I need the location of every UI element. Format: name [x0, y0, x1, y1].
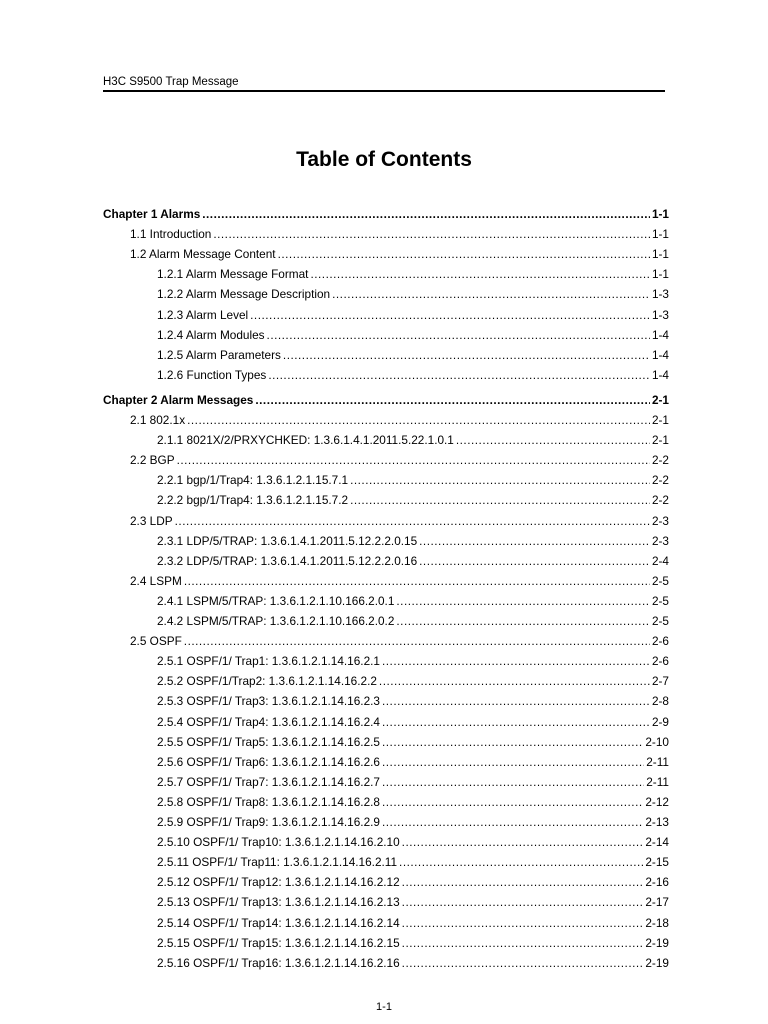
toc-entry[interactable] [103, 852, 669, 872]
toc-leader-dots [184, 571, 650, 591]
toc-entry[interactable] [103, 772, 669, 792]
toc-entry[interactable] [103, 365, 669, 385]
toc-entry[interactable] [103, 812, 669, 832]
toc-entry-page: 1-3 [651, 287, 669, 302]
toc-leader-dots [402, 953, 644, 973]
toc-entry[interactable] [103, 410, 669, 430]
toc-entry-page: 2-2 [651, 453, 669, 468]
toc-leader-dots [250, 305, 650, 325]
toc-entry-label: 2.2 BGP [130, 453, 175, 468]
toc-entry-label: 2.5.7 OSPF/1/ Trap7: 1.3.6.1.2.1.14.16.2.7 [157, 774, 380, 789]
toc-entry-page: 2-2 [651, 473, 669, 488]
toc-entry-page: 2-19 [645, 955, 669, 970]
toc-entry-page: 2-1 [651, 413, 669, 427]
toc-entry-page: 2-4 [651, 553, 669, 568]
toc-entry[interactable] [103, 671, 669, 691]
toc-entry-label: 2.5.16 OSPF/1/ Trap16: 1.3.6.1.2.1.14.16.2.16 [157, 955, 400, 970]
toc-entry-label: 2.5.8 OSPF/1/ Trap8: 1.3.6.1.2.1.14.16.2.8 [157, 794, 380, 809]
toc-entry-page: 2-1 [651, 392, 669, 407]
toc-leader-dots [402, 892, 644, 912]
toc-leader-dots [382, 752, 644, 772]
toc-entry-page: 2-6 [651, 654, 669, 669]
toc-leader-dots [382, 792, 643, 812]
toc-leader-dots [396, 611, 650, 631]
toc-leader-dots [283, 345, 650, 365]
toc-entry[interactable] [103, 872, 669, 892]
toc-entry-page: 2-5 [651, 593, 669, 608]
toc-leader-dots [456, 430, 650, 450]
toc-entry-label: 2.5.10 OSPF/1/ Trap10: 1.3.6.1.2.1.14.16.2.10 [157, 835, 400, 850]
toc-entry[interactable] [103, 531, 669, 551]
toc-entry-label: 2.5.3 OSPF/1/ Trap3: 1.3.6.1.2.1.14.16.2.3 [157, 694, 380, 709]
toc-entry-label: 2.5 OSPF [130, 634, 182, 649]
toc-leader-dots [350, 490, 650, 510]
toc-entry-page: 2-15 [645, 855, 669, 870]
toc-entry[interactable] [103, 305, 669, 325]
toc-leader-dots [402, 933, 644, 953]
toc-leader-dots [402, 872, 644, 892]
toc-entry-label: 1.2.5 Alarm Parameters [157, 347, 281, 362]
toc-entry-page: 2-7 [651, 674, 669, 689]
toc-leader-dots [379, 671, 650, 691]
toc-entry-page: 2-1 [651, 433, 669, 448]
toc-entry-page: 2-5 [651, 614, 669, 628]
toc-entry-label: 1.2.4 Alarm Modules [157, 327, 265, 342]
toc-leader-dots [255, 390, 650, 410]
toc-chapter-entry[interactable] [103, 204, 669, 224]
toc-entry-label: 2.5.2 OSPF/1/Trap2: 1.3.6.1.2.1.14.16.2.2 [157, 674, 377, 689]
toc-entry-page: 2-3 [651, 533, 669, 548]
toc-entry-label: 2.5.14 OSPF/1/ Trap14: 1.3.6.1.2.1.14.16.2.14 [157, 915, 400, 930]
toc-entry[interactable] [103, 712, 669, 732]
toc-leader-dots [419, 551, 650, 571]
toc-entry[interactable] [103, 470, 669, 490]
toc-entry-label: 2.5.5 OSPF/1/ Trap5: 1.3.6.1.2.1.14.16.2.5 [157, 734, 380, 749]
toc-entry-page: 2-18 [645, 915, 669, 930]
page-title: Table of Contents [296, 148, 472, 171]
toc-leader-dots [382, 691, 650, 711]
toc-entry[interactable] [103, 752, 669, 772]
toc-leader-dots [175, 511, 650, 531]
toc-entry-label: 2.5.6 OSPF/1/ Trap6: 1.3.6.1.2.1.14.16.2.6 [157, 754, 380, 769]
toc-entry-label: Chapter 1 Alarms [103, 207, 201, 221]
toc-entry-page: 2-16 [645, 875, 669, 890]
toc-entry-page: 2-2 [651, 493, 669, 508]
toc-entry-label: 2.2.1 bgp/1/Trap4: 1.3.6.1.2.1.15.7.1 [157, 473, 349, 488]
toc-entry-page: 1-1 [651, 267, 669, 282]
toc-entry[interactable] [103, 732, 669, 752]
toc-chapter-entry[interactable] [103, 390, 669, 410]
toc-entry-page: 2-13 [645, 815, 669, 829]
toc-entry-page: 2-11 [646, 774, 669, 789]
toc-entry-page: 1-4 [651, 367, 669, 382]
toc-entry-label: 1.2.1 Alarm Message Format [157, 267, 309, 282]
toc-entry[interactable] [103, 651, 669, 671]
toc-entry[interactable] [103, 450, 669, 470]
toc-entry[interactable] [103, 284, 669, 304]
toc-entry-page: 2-12 [645, 794, 669, 809]
toc-entry-label: 1.2.6 Function Types [157, 367, 267, 382]
toc-leader-dots [267, 325, 650, 345]
toc-entry[interactable] [103, 591, 669, 611]
toc-leader-dots [399, 852, 643, 872]
toc-entry-page: 2-5 [651, 573, 669, 588]
toc-leader-dots [382, 712, 650, 732]
toc-entry-label: 2.1 802.1x [130, 413, 186, 427]
toc-entry-label: 2.5.12 OSPF/1/ Trap12: 1.3.6.1.2.1.14.16.2.12 [157, 875, 400, 890]
toc-entry-page: 1-4 [651, 347, 669, 362]
toc-leader-dots [177, 450, 650, 470]
toc-entry-page: 2-11 [646, 754, 669, 769]
toc-entry-label: 1.2.3 Alarm Level [157, 307, 249, 322]
toc-leader-dots [350, 470, 650, 490]
toc-entry[interactable] [103, 571, 669, 591]
toc-leader-dots [187, 410, 650, 430]
page-number: 1-1 [376, 1001, 392, 1013]
toc-entry-label: 2.5.15 OSPF/1/ Trap15: 1.3.6.1.2.1.14.16.2.15 [157, 935, 400, 950]
toc-entry-label: 2.4 LSPM [130, 573, 182, 588]
toc-entry-label: Chapter 2 Alarm Messages [103, 392, 254, 407]
toc-entry[interactable] [103, 913, 669, 933]
toc-entry-page: 1-1 [651, 227, 669, 242]
toc-leader-dots [382, 812, 643, 832]
toc-entry[interactable] [103, 490, 669, 510]
toc-entry-page: 2-19 [645, 935, 669, 950]
toc-entry-label: 2.4.1 LSPM/5/TRAP: 1.3.6.1.2.1.10.166.2.0.1 [157, 593, 395, 608]
toc-entry-label: 2.4.2 LSPM/5/TRAP: 1.3.6.1.2.1.10.166.2.0.2 [157, 614, 395, 628]
toc-leader-dots [382, 651, 650, 671]
toc-entry-label: 2.3.1 LDP/5/TRAP: 1.3.6.1.4.1.2011.5.12.2.2.0.15 [157, 533, 418, 548]
toc-leader-dots [396, 591, 650, 611]
toc-entry[interactable] [103, 933, 669, 953]
toc-entry-page: 2-14 [645, 835, 669, 850]
toc-entry-page: 1-3 [651, 307, 669, 322]
toc-entry[interactable] [103, 224, 669, 244]
toc-entry[interactable] [103, 892, 669, 912]
toc-entry[interactable] [103, 611, 669, 631]
toc-leader-dots [213, 224, 650, 244]
toc-leader-dots [332, 284, 650, 304]
toc-entry-label: 2.1.1 8021X/2/PRXYCHKED: 1.3.6.1.4.1.2011.5.22.1.0.1 [157, 433, 454, 448]
toc-entry-page: 2-17 [645, 895, 669, 910]
toc-entry[interactable] [103, 691, 669, 711]
running-header: H3C S9500 Trap Message [103, 75, 665, 92]
toc-entry-label: 2.5.9 OSPF/1/ Trap9: 1.3.6.1.2.1.14.16.2.9 [157, 815, 380, 829]
toc-entry[interactable] [103, 551, 669, 571]
toc-entry-page: 1-1 [651, 247, 669, 262]
toc-entry[interactable] [103, 631, 669, 651]
toc-entry-page: 1-4 [651, 327, 669, 342]
toc-entry-page: 2-10 [645, 734, 669, 749]
toc-entry-label: 1.2.2 Alarm Message Description [157, 287, 331, 302]
toc-leader-dots [202, 204, 650, 224]
toc-entry-label: 1.1 Introduction [130, 227, 212, 242]
toc-entry-page: 2-8 [651, 694, 669, 709]
toc-entry-label: 2.3 LDP [130, 513, 173, 528]
toc-entry-label: 1.2 Alarm Message Content [130, 247, 276, 262]
toc-entry[interactable] [103, 511, 669, 531]
toc-entry[interactable] [103, 832, 669, 852]
toc-leader-dots [402, 913, 644, 933]
toc-leader-dots [310, 264, 649, 284]
toc-entry-label: 2.2.2 bgp/1/Trap4: 1.3.6.1.2.1.15.7.2 [157, 493, 349, 508]
toc-entry-label: 2.5.1 OSPF/1/ Trap1: 1.3.6.1.2.1.14.16.2.1 [157, 654, 380, 669]
toc-entry[interactable] [103, 792, 669, 812]
toc-entry[interactable] [103, 430, 669, 450]
toc-leader-dots [402, 832, 644, 852]
toc-entry-label: 2.3.2 LDP/5/TRAP: 1.3.6.1.4.1.2011.5.12.2.2.0.16 [157, 553, 418, 568]
toc-leader-dots [268, 365, 650, 385]
toc-leader-dots [419, 531, 650, 551]
toc-entry-label: 2.5.4 OSPF/1/ Trap4: 1.3.6.1.2.1.14.16.2.4 [157, 714, 380, 729]
toc-entry-page: 2-9 [651, 714, 669, 729]
toc-leader-dots [382, 772, 644, 792]
toc-entry-page: 2-6 [651, 634, 669, 649]
toc-entry-label: 2.5.13 OSPF/1/ Trap13: 1.3.6.1.2.1.14.16.2.13 [157, 895, 400, 910]
toc-entry-page: 1-1 [651, 207, 669, 221]
toc-entry-label: 2.5.11 OSPF/1/ Trap11: 1.3.6.1.2.1.14.16.2.11 [157, 855, 398, 870]
toc-entry[interactable] [103, 953, 669, 973]
toc-leader-dots [184, 631, 650, 651]
toc-entry[interactable] [103, 264, 669, 284]
toc-entry[interactable] [103, 325, 669, 345]
toc-leader-dots [278, 244, 650, 264]
toc-entry-page: 2-3 [651, 513, 669, 528]
toc-entry[interactable] [103, 345, 669, 365]
toc-entry[interactable] [103, 244, 669, 264]
toc-leader-dots [382, 732, 643, 752]
